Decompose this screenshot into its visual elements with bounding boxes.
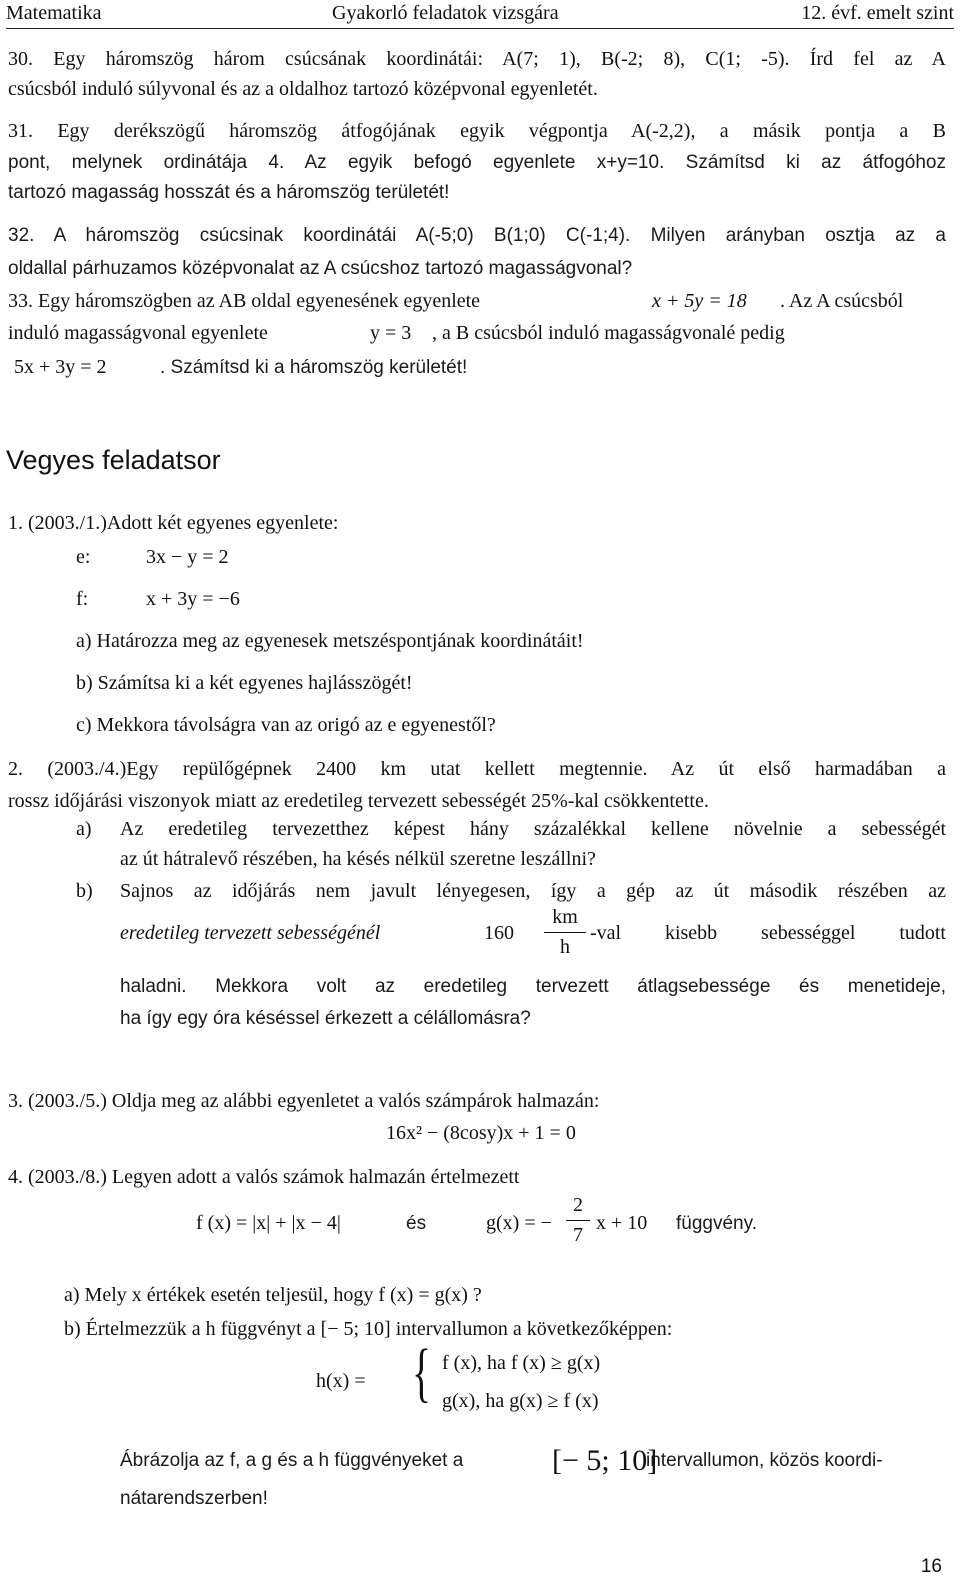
q4-f-definition: f (x) = |x| + |x − 4| (196, 1212, 341, 1234)
problem-33-line-2a: induló magasságvonal egyenlete (8, 322, 268, 344)
q4-case-1: f (x), ha f (x) ≥ g(x) (442, 1352, 601, 1374)
q2-unit-den: h (560, 936, 570, 958)
q2-b-line-2-rest: -val kisebb sebességgel tudott (590, 922, 946, 944)
q2-b-line-1: Sajnos az időjárás nem javult lényegesen, így a gép az út második részében az (120, 880, 946, 902)
q2-italic-phrase: eredetileg tervezett sebességénél (120, 922, 381, 944)
problem-30-line-1: 30. Egy háromszög három csúcsának koordinátái: A(7; 1), B(-2; 8), C(1; -5). Írd fel az A (8, 48, 946, 70)
problem-33-eq-3: 5x + 3y = 2 (14, 356, 107, 378)
q4-es: és (406, 1213, 427, 1234)
q3-intro: 3. (2003./5.) Oldja meg az alábbi egyenletet a valós számpárok halmazán: (8, 1090, 600, 1112)
problem-33-line-2b: , a B csúcsból induló magasságvonalé pedig (432, 322, 785, 344)
q2-a-label: a) (76, 818, 92, 840)
q1-e-label: e: (76, 546, 91, 568)
eq-ab-line: x + 5y = 18 (652, 290, 747, 312)
q4-g-left: g(x) = − (486, 1212, 552, 1234)
problem-33-line-1b: . Az A csúcsból (780, 290, 904, 312)
q1-e-equation: 3x − y = 2 (146, 546, 229, 568)
q2-a-line-1: Az eredetileg tervezetthez képest hány százalékkal kellene növelnie a sebességét (120, 818, 946, 840)
q2-unit-fraction (544, 906, 586, 959)
problem-31-line-2: pont, melynek ordinátája 4. Az egyik befogó egyenlete x+y=10. Számítsd ki az átfogóhoz (8, 152, 946, 173)
q2-a-line-2: az út hátralevő részében, ha késés nélkül szeretne leszállni? (120, 848, 596, 870)
header-title: Gyakorló feladatok vizsgára (332, 2, 559, 24)
q2-unit-bar (544, 932, 586, 933)
q2-b-value: 160 (484, 922, 514, 944)
q4-g-fraction (566, 1194, 590, 1247)
q4-g-right: x + 10 (596, 1212, 648, 1234)
problem-30-line-2: csúcsból induló súlyvonal és az a oldalhoz tartozó középvonal egyenletét. (8, 78, 598, 100)
q4-h-left: h(x) = (316, 1370, 366, 1392)
q4-last-a: Ábrázolja az f, a g és a h függvényeket a (120, 1450, 464, 1471)
header-grade: 12. évf. emelt szint (801, 2, 954, 24)
q2-b-line-2-italic (120, 922, 380, 945)
problem-33-eq-1 (652, 290, 747, 313)
q2-unit-num: km (552, 906, 578, 928)
section-title: Vegyes feladatsor (6, 445, 221, 475)
problem-31-line-3: tartozó magasság hosszát és a háromszög területét! (8, 182, 450, 203)
q2-b-line-3: haladni. Mekkora volt az eredetileg tervezett átlagsebessége és menetideje, (120, 976, 946, 997)
q4-g-frac-bar (566, 1220, 590, 1221)
q4-case-2: g(x), ha g(x) ≥ f (x) (442, 1390, 599, 1412)
q1-part-a: a) Határozza meg az egyenesek metszéspontjának koordinátáit! (76, 630, 584, 652)
problem-31-line-1: 31. Egy derékszögű háromszög átfogójának egyik végpontja A(-2,2), a másik pontja a B (8, 120, 946, 142)
q4-g-frac-den: 7 (573, 1224, 583, 1246)
q1-f-label: f: (76, 588, 89, 610)
q4-g-frac-num: 2 (573, 1194, 583, 1216)
q2-b-label: b) (76, 880, 93, 902)
page-number: 16 (920, 1556, 942, 1577)
q4-last-interval: [− 5; 10] (552, 1444, 658, 1477)
problem-33-eq-2: y = 3 (370, 322, 412, 344)
problem-33-line-1a: 33. Egy háromszögben az AB oldal egyenesének egyenlete (8, 290, 481, 312)
problem-33-line-3: . Számítsd ki a háromszög kerületét! (160, 357, 468, 378)
q4-fuggveny: függvény. (676, 1213, 757, 1234)
q1-part-c: c) Mekkora távolságra van az origó az e egyenestől? (76, 714, 496, 736)
q2-b-line-4: ha így egy óra késéssel érkezett a célállomásra? (120, 1008, 531, 1029)
problem-32-line-2: oldallal párhuzamos középvonalat az A csúcshoz tartozó magasságvonal? (8, 258, 633, 279)
q4-part-a: a) Mely x értékek esetén teljesül, hogy f (x) = g(x) ? (64, 1284, 482, 1306)
q2-line-1: 2. (2003./4.)Egy repülőgépnek 2400 km utat kellett megtennie. Az út első harmadában a (8, 758, 946, 780)
q4-last-b: intervallumon, közös koordi- (646, 1450, 883, 1471)
q1-intro: 1. (2003./1.)Adott két egyenes egyenlete: (8, 512, 339, 534)
q2-line-2: rossz időjárási viszonyok miatt az eredetileg tervezett sebességét 25%-kal csökkentette. (8, 790, 709, 812)
q4-last-line-2: nátarendszerben! (120, 1488, 268, 1509)
q1-part-b: b) Számítsa ki a két egyenes hajlásszögét! (76, 672, 413, 694)
header-subject: Matematika (6, 2, 102, 24)
problem-32-line-1: 32. A háromszög csúcsinak koordinátái A(-5;0) B(1;0) C(-1;4). Milyen arányban osztja az a (8, 225, 946, 246)
q3-equation: 16x² − (8cosy)x + 1 = 0 (386, 1122, 576, 1144)
page-header (6, 0, 954, 29)
q1-f-equation: x + 3y = −6 (146, 588, 240, 610)
q4-intro: 4. (2003./8.) Legyen adott a valós számok halmazán értelmezett (8, 1166, 520, 1188)
q4-part-b: b) Értelmezzük a h függvényt a [− 5; 10] intervallumon a következőképpen: (64, 1318, 673, 1340)
q4-case-brace: { (412, 1336, 432, 1409)
